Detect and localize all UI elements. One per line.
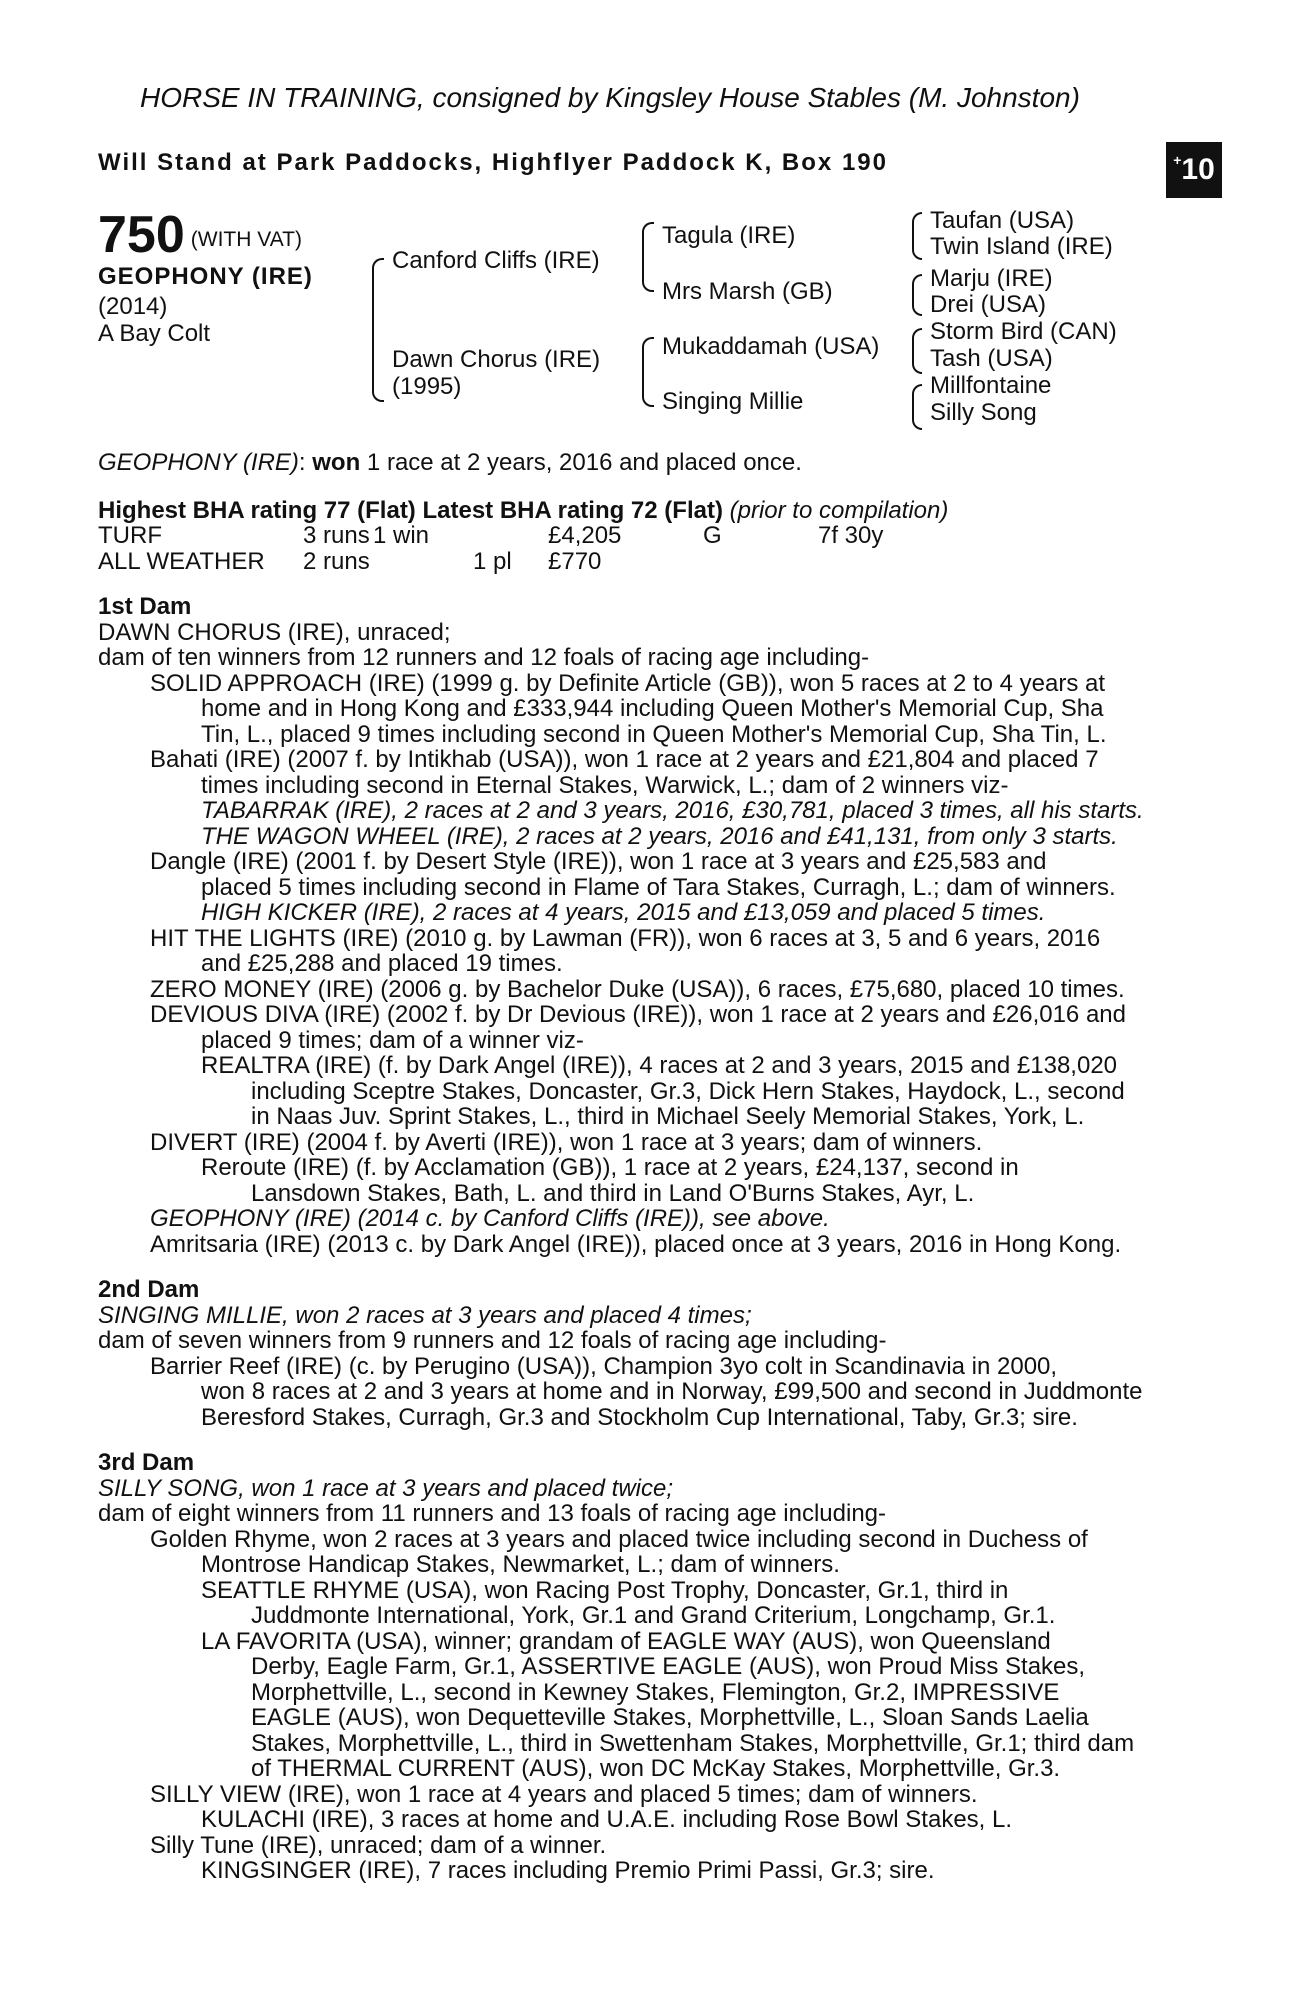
ratings-text: Highest BHA rating 77 (Flat) Latest BHA rating 72 (Flat): [98, 496, 723, 524]
horse-name: GEOPHONY (IRE): [98, 263, 313, 290]
dam-line: Silly Tune (IRE), unraced; dam of a winner.: [150, 1831, 607, 1859]
pedigree-dsd: Tash (USA): [930, 345, 1053, 372]
dam-line: LA FAVORITA (USA), winner; grandam of EAGLE WAY (AUS), won Queensland: [201, 1627, 1051, 1655]
dam-line: Montrose Handicap Stakes, Newmarket, L.; dam of winners.: [201, 1551, 840, 1578]
first-dam-heading: 1st Dam: [98, 593, 192, 620]
lot-vat: (WITH VAT): [190, 228, 302, 251]
lot-number: [98, 205, 302, 265]
dam-line: dam of eight winners from 11 runners and 13 foals of racing age including-: [98, 1500, 887, 1527]
dam-line: placed 9 times; dam of a winner viz-: [201, 1026, 584, 1054]
dam-line: HIGH KICKER (IRE), 2 races at 4 years, 2015 and £13,059 and placed 5 times.: [201, 899, 1046, 926]
dam-line: including Sceptre Stakes, Doncaster, Gr.3, Dick Hern Stakes, Haydock, L., second: [251, 1077, 1125, 1105]
summary-won: won: [312, 449, 361, 476]
record-surface: ALL WEATHER: [98, 547, 265, 575]
dam-line: Dangle (IRE) (2001 f. by Desert Style (IRE)), won 1 race at 3 years and £25,583 and: [150, 848, 1047, 875]
dam-line: Lansdown Stakes, Bath, L. and third in Land O'Burns Stakes, Ayr, L.: [251, 1179, 975, 1207]
dam-line: won 8 races at 2 and 3 years at home and in Norway, £99,500 and second in Juddmonte: [201, 1378, 1143, 1405]
second-dam-heading: 2nd Dam: [98, 1276, 200, 1303]
dam-line: HIT THE LIGHTS (IRE) (2010 g. by Lawman (FR)), won 6 races at 3, 5 and 6 years, 2016: [150, 924, 1101, 952]
pedigree-dam-year: (1995): [392, 373, 462, 400]
dam-line: SILLY VIEW (IRE), won 1 race at 4 years and placed 5 times; dam of winners.: [150, 1780, 978, 1808]
summary-line: GEOPHONY (IRE): won 1 race at 2 years, 2016 and placed once.: [98, 449, 802, 476]
dam-line: and £25,288 and placed 19 times.: [201, 950, 563, 977]
pedigree-sdd: Drei (USA): [930, 291, 1047, 318]
ratings-note: (prior to compilation): [729, 496, 949, 524]
badge-number: 10: [1181, 153, 1215, 186]
dam-line: Morphettville, L., second in Kewney Stakes, Flemington, Gr.2, IMPRESSIVE: [251, 1678, 1060, 1706]
pedigree-dam-dam: Singing Millie: [662, 388, 804, 415]
dam-line: placed 5 times including second in Flame of Tara Stakes, Curragh, L.; dam of winners.: [201, 873, 1116, 901]
lot-number-value: 750: [98, 206, 185, 264]
pedigree-sire: Canford Cliffs (IRE): [392, 247, 600, 274]
dam-line: dam of seven winners from 9 runners and 12 foals of racing age including-: [98, 1327, 887, 1354]
dam-line: DAWN CHORUS (IRE), unraced;: [98, 618, 451, 646]
horse-year: (2014): [98, 293, 168, 320]
pedigree-dam: Dawn Chorus (IRE): [392, 346, 601, 373]
dam-line: Amritsaria (IRE) (2013 c. by Dark Angel (IRE)), placed once at 3 years, 2016 in Hong Kong.: [150, 1230, 1122, 1258]
dam-line: Reroute (IRE) (f. by Acclamation (GB)), 1 race at 2 years, £24,137, second in: [201, 1154, 1019, 1181]
dam-line: Bahati (IRE) (2007 f. by Intikhab (USA)), won 1 race at 2 years and £21,804 and placed 7: [150, 746, 1099, 773]
dam-line: SINGING MILLIE, won 2 races at 3 years and placed 4 times;: [98, 1301, 752, 1329]
pedigree-bracket-sire: [642, 222, 654, 292]
record-row-turf: [98, 523, 1208, 549]
dam-line: DIVERT (IRE) (2004 f. by Averti (IRE)), won 1 race at 3 years; dam of winners.: [150, 1128, 983, 1156]
catalogue-body: [98, 450, 1208, 1884]
dam-line: dam of ten winners from 12 runners and 12 foals of racing age including-: [98, 644, 870, 671]
dam-line: KULACHI (IRE), 3 races at home and U.A.E. including Rose Bowl Stakes, L.: [201, 1806, 1013, 1833]
record-placed: 1 pl: [473, 547, 512, 575]
dam-line: Barrier Reef (IRE) (c. by Perugino (USA)), Champion 3yo colt in Scandinavia in 2000,: [150, 1352, 1058, 1380]
record-wins: 1 win: [373, 522, 430, 549]
dam-line: KINGSINGER (IRE), 7 races including Premio Primi Passi, Gr.3; sire.: [201, 1857, 935, 1884]
stand-location: Will Stand at Park Paddocks, Highflyer Paddock K, Box 190: [98, 149, 888, 176]
dam-line: SEATTLE RHYME (USA), won Racing Post Trophy, Doncaster, Gr.1, third in: [201, 1576, 1009, 1604]
dam-line: DEVIOUS DIVA (IRE) (2002 f. by Dr Devious (IRE)), won 1 race at 2 years and £26,016 and: [150, 1001, 1126, 1028]
pedigree-dam-sire: Mukaddamah (USA): [662, 333, 880, 360]
pedigree-bracket-3: [912, 328, 922, 374]
dam-line: EAGLE (AUS), won Dequetteville Stakes, Morphettville, L., Sloan Sands Laelia: [251, 1704, 1089, 1731]
record-prize: £4,205: [548, 522, 622, 549]
dam-line: in Naas Juv. Sprint Stakes, L., third in Michael Seely Memorial Stakes, York, L.: [251, 1103, 1085, 1130]
page-title: HORSE IN TRAINING, consigned by Kingsley House Stables (M. Johnston): [140, 82, 1080, 113]
pedigree-dss: Storm Bird (CAN): [930, 318, 1117, 345]
dam-line: times including second in Eternal Stakes, Warwick, L.; dam of 2 winners viz-: [201, 771, 1009, 799]
horse-description: A Bay Colt: [98, 320, 211, 347]
pedigree-bracket-dam: [642, 337, 654, 407]
badge-10: [1166, 142, 1222, 198]
pedigree-ssd: Twin Island (IRE): [930, 233, 1113, 260]
dam-line: Tin, L., placed 9 times including second in Queen Mother's Memorial Cup, Sha Tin, L.: [201, 720, 1107, 748]
record-surface: TURF: [98, 522, 162, 549]
badge-plus: +: [1173, 152, 1182, 168]
ratings-line: [98, 498, 1208, 524]
dam-line: Derby, Eagle Farm, Gr.1, ASSERTIVE EAGLE (AUS), won Proud Miss Stakes,: [251, 1653, 1086, 1680]
dam-line: REALTRA (IRE) (f. by Dark Angel (IRE)), 4 races at 2 and 3 years, 2015 and £138,020: [201, 1052, 1118, 1079]
dam-line: THE WAGON WHEEL (IRE), 2 races at 2 years, 2016 and £41,131, from only 3 starts.: [201, 822, 1118, 850]
record-runs: 3 runs: [303, 522, 370, 549]
pedigree-dds: Millfontaine: [930, 372, 1052, 399]
pedigree-sire-sire: Tagula (IRE): [662, 222, 796, 249]
dam-line: SILLY SONG, won 1 race at 3 years and placed twice;: [98, 1474, 673, 1502]
dam-line: of THERMAL CURRENT (AUS), won DC McKay Stakes, Morphettville, Gr.3.: [251, 1755, 1061, 1782]
record-prize: £770: [548, 547, 602, 575]
dam-line: SOLID APPROACH (IRE) (1999 g. by Definite Article (GB)), won 5 races at 2 to 4 years at: [150, 669, 1106, 697]
pedigree-sss: Taufan (USA): [930, 207, 1075, 234]
dam-line: TABARRAK (IRE), 2 races at 2 and 3 years, 2016, £30,781, placed 3 times, all his starts.: [201, 797, 1144, 824]
summary-name: GEOPHONY (IRE): [98, 449, 299, 476]
pedigree-sire-dam: Mrs Marsh (GB): [662, 278, 833, 305]
dam-line: ZERO MONEY (IRE) (2006 g. by Bachelor Duke (USA)), 6 races, £75,680, placed 10 times.: [150, 975, 1125, 1003]
record-runs: 2 runs: [303, 547, 370, 575]
dam-line: home and in Hong Kong and £333,944 including Queen Mother's Memorial Cup, Sha: [201, 695, 1104, 722]
record-row-aw: [98, 549, 1208, 575]
pedigree-bracket-1: [912, 212, 922, 260]
pedigree-bracket-2: [912, 274, 922, 316]
record-going: G: [703, 522, 722, 549]
pedigree-bracket-4: [912, 384, 922, 430]
pedigree-bracket-main: [372, 258, 384, 402]
dam-line: GEOPHONY (IRE) (2014 c. by Canford Cliffs (IRE)), see above.: [150, 1205, 830, 1232]
dam-line: Golden Rhyme, won 2 races at 3 years and placed twice including second in Duchess of: [150, 1525, 1088, 1553]
summary-text: 1 race at 2 years, 2016 and placed once.: [360, 449, 802, 476]
dam-line: Juddmonte International, York, Gr.1 and Grand Criterium, Longchamp, Gr.1.: [251, 1602, 1056, 1629]
pedigree-ddd: Silly Song: [930, 399, 1037, 426]
dam-line: Beresford Stakes, Curragh, Gr.3 and Stockholm Cup International, Taby, Gr.3; sire.: [201, 1403, 1078, 1431]
record-distance: 7f 30y: [818, 522, 884, 549]
third-dam-heading: 3rd Dam: [98, 1449, 195, 1476]
dam-line: Stakes, Morphettville, L., third in Swettenham Stakes, Morphettville, Gr.1; third dam: [251, 1729, 1135, 1757]
pedigree-sds: Marju (IRE): [930, 265, 1053, 292]
